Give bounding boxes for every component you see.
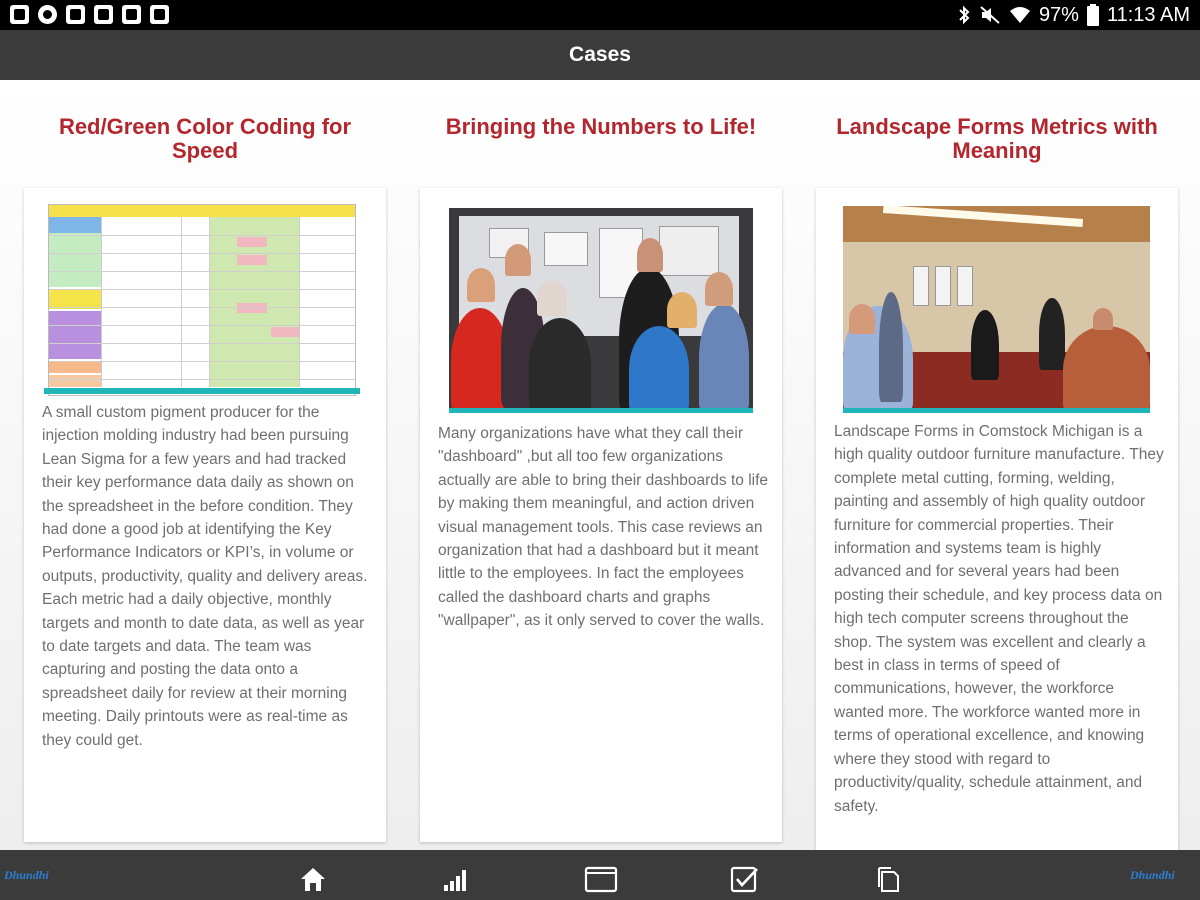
logo-right: Dhundhi xyxy=(1130,868,1175,882)
bag-notification-icon xyxy=(94,5,113,24)
page-title: Cases xyxy=(569,43,631,66)
case-description: A small custom pigment producer for the injection molding industry had been pursuing Lean Sigma for a few years and had tracked their key performance data daily as shown on the spreadsheet in the before condition. They had done a good job at identifying the Key Performance Indicators or KPI’s, in volume or outputs, productivity, quality and delivery areas. Each metric had a daily objective, monthly targets and month to date data, as well as year to date targets and data. The team was capturing and posting the data onto a spreadsheet daily for review at their morning meeting. Daily printouts were as real-time as they could get. xyxy=(42,404,368,749)
check-bag-notification-icon xyxy=(150,5,169,24)
case-card[interactable] xyxy=(24,188,386,842)
clock: 11:13 AM xyxy=(1106,3,1190,26)
notification-icons xyxy=(10,5,169,24)
sync-notification-icon xyxy=(38,5,57,24)
folder-icon[interactable] xyxy=(584,864,618,894)
mute-icon xyxy=(979,5,1001,25)
spreadsheet-image xyxy=(48,204,356,396)
case-description: Many organizations have what they call their "dashboard" ,but all too few organizations actually are able to bring their dashboards to life by making them meaningful, and action driven visual management tools. This case reviews an organization that had a dashboard but it meant little to the employees. In fact the employees called the dashboard charts and graphs "wallpaper", as it only served to cover the walls. xyxy=(438,425,769,630)
factory-floor-photo xyxy=(843,206,1150,413)
battery-percentage: 97% xyxy=(1038,3,1079,26)
messages-notification-icon xyxy=(66,5,85,24)
bluetooth-icon xyxy=(957,5,971,25)
case-title[interactable]: Landscape Forms Metrics with Meaning xyxy=(836,114,1158,163)
team-meeting-photo xyxy=(449,208,753,413)
checkbox-icon[interactable] xyxy=(730,864,760,894)
case-card[interactable] xyxy=(816,188,1178,850)
cases-content[interactable] xyxy=(0,80,1200,850)
wifi-icon xyxy=(1009,5,1031,25)
sheet-header-row xyxy=(49,205,355,217)
bag-notification-icon-2 xyxy=(122,5,141,24)
home-icon[interactable] xyxy=(298,864,328,894)
case-card[interactable] xyxy=(420,188,782,842)
case-title[interactable]: Red/Green Color Coding for Speed xyxy=(58,114,352,163)
app-bar xyxy=(0,30,1200,80)
bottom-nav xyxy=(0,850,1200,900)
status-bar xyxy=(0,0,1200,30)
document-icon[interactable] xyxy=(874,864,904,894)
logo-left: Dhundhi xyxy=(4,868,49,882)
bar-chart-icon[interactable] xyxy=(442,864,472,894)
case-description: Landscape Forms in Comstock Michigan is a high quality outdoor furniture manufacture. They complete metal cutting, forming, welding, painting and assembly of high quality outdoor furniture for commercial properties. Their information and systems team is highly advanced and for several years had been posting their schedule, and key process data on high tech computer screens throughout the shop. The system was excellent and clearly a best in class in terms of speed of communications, however, the workforce wanted more. The workforce wanted more in terms of operational excellence, and knowing where they stood with regard to productivity/quality, schedule attainment, and safety. xyxy=(834,423,1164,815)
case-title[interactable]: Bringing the Numbers to Life! xyxy=(445,114,757,139)
battery-icon xyxy=(1087,4,1099,26)
gallery-notification-icon xyxy=(10,5,29,24)
status-indicators xyxy=(957,2,1190,28)
image-accent-bar xyxy=(44,388,360,394)
